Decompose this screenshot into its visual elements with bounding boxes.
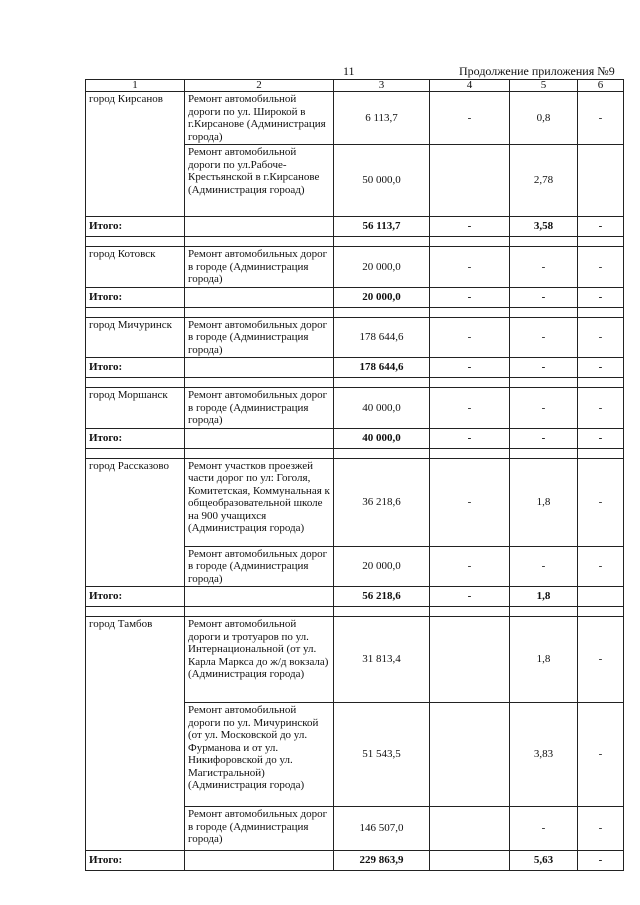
total-empty bbox=[185, 287, 334, 307]
road-repair-table bbox=[85, 79, 624, 871]
project-cell: Ремонт автомобильной дороги и тротуаров по ул. Интернациональной (от ул. Карла Маркса до ж/д вокзала) (Администрация города) bbox=[185, 617, 334, 703]
spacer-cell bbox=[430, 307, 510, 317]
total-amount: 20 000,0 bbox=[334, 287, 430, 307]
spacer-cell bbox=[578, 378, 624, 388]
spacer-cell bbox=[185, 448, 334, 458]
col4-cell bbox=[430, 145, 510, 217]
spacer-cell bbox=[334, 448, 430, 458]
total-col4 bbox=[430, 851, 510, 871]
total-col4: - bbox=[430, 287, 510, 307]
table-row bbox=[86, 388, 624, 429]
project-cell: Ремонт автомобильных дорог в городе (Администрация города) bbox=[185, 807, 334, 851]
total-row bbox=[86, 217, 624, 237]
total-col6: - bbox=[578, 217, 624, 237]
amount-cell: 20 000,0 bbox=[334, 247, 430, 288]
total-amount: 40 000,0 bbox=[334, 428, 430, 448]
total-col5: 5,63 bbox=[510, 851, 578, 871]
total-label: Итого: bbox=[86, 428, 185, 448]
spacer-cell bbox=[578, 448, 624, 458]
column-number-row bbox=[86, 80, 624, 92]
total-label: Итого: bbox=[86, 851, 185, 871]
total-amount: 56 218,6 bbox=[334, 587, 430, 607]
spacer-cell bbox=[185, 378, 334, 388]
col4-cell bbox=[430, 807, 510, 851]
col6-cell: - bbox=[578, 317, 624, 358]
col4-cell: - bbox=[430, 458, 510, 546]
total-col6 bbox=[578, 587, 624, 607]
col5-cell: 1,8 bbox=[510, 617, 578, 703]
col6-cell: - bbox=[578, 92, 624, 145]
total-empty bbox=[185, 358, 334, 378]
city-cell: город Моршанск bbox=[86, 388, 185, 429]
total-amount: 178 644,6 bbox=[334, 358, 430, 378]
project-cell: Ремонт участков проезжей части дорог по ул: Гоголя, Комитетская, Коммунальная к общеобразовательной школе на 900 учащихся (Администрация города) bbox=[185, 458, 334, 546]
total-col4: - bbox=[430, 217, 510, 237]
amount-cell: 6 113,7 bbox=[334, 92, 430, 145]
city-cell: город Котовск bbox=[86, 247, 185, 288]
spacer-cell bbox=[185, 307, 334, 317]
total-empty bbox=[185, 428, 334, 448]
block-spacer bbox=[86, 307, 624, 317]
total-col4: - bbox=[430, 428, 510, 448]
amount-cell: 178 644,6 bbox=[334, 317, 430, 358]
total-col6: - bbox=[578, 851, 624, 871]
city-cell: город Тамбов bbox=[86, 617, 185, 851]
spacer-cell bbox=[86, 237, 185, 247]
project-cell: Ремонт автомобильных дорог в городе (Администрация города) bbox=[185, 388, 334, 429]
spacer-cell bbox=[510, 237, 578, 247]
spacer-cell bbox=[334, 307, 430, 317]
total-col5: - bbox=[510, 287, 578, 307]
spacer-cell bbox=[430, 378, 510, 388]
amount-cell: 36 218,6 bbox=[334, 458, 430, 546]
table-body bbox=[86, 80, 624, 871]
total-empty bbox=[185, 587, 334, 607]
spacer-cell bbox=[334, 378, 430, 388]
col6-cell: - bbox=[578, 546, 624, 587]
total-label: Итого: bbox=[86, 358, 185, 378]
total-col4: - bbox=[430, 358, 510, 378]
project-cell: Ремонт автомобильных дорог в городе (Администрация города) bbox=[185, 247, 334, 288]
spacer-cell bbox=[578, 307, 624, 317]
spacer-cell bbox=[86, 307, 185, 317]
spacer-cell bbox=[334, 237, 430, 247]
table-row bbox=[86, 92, 624, 145]
col4-cell: - bbox=[430, 317, 510, 358]
spacer-cell bbox=[510, 378, 578, 388]
total-row bbox=[86, 287, 624, 307]
spacer-cell bbox=[510, 607, 578, 617]
project-cell: Ремонт автомобильных дорог в городе (Администрация города) bbox=[185, 546, 334, 587]
total-empty bbox=[185, 217, 334, 237]
project-cell: Ремонт автомобильной дороги по ул.Рабоче-Крестьянской в г.Кирсанове (Администрация гороад) bbox=[185, 145, 334, 217]
total-col6: - bbox=[578, 287, 624, 307]
total-label: Итого: bbox=[86, 587, 185, 607]
total-col5: 3,58 bbox=[510, 217, 578, 237]
col5-cell: 1,8 bbox=[510, 458, 578, 546]
page-number: 11 bbox=[343, 64, 355, 78]
table-row bbox=[86, 458, 624, 546]
total-col6: - bbox=[578, 428, 624, 448]
col5-cell: 3,83 bbox=[510, 703, 578, 807]
table-row bbox=[86, 317, 624, 358]
col5-cell: - bbox=[510, 247, 578, 288]
block-spacer bbox=[86, 448, 624, 458]
spacer-cell bbox=[185, 237, 334, 247]
column-number: 6 bbox=[578, 80, 624, 92]
table-row bbox=[86, 247, 624, 288]
total-label: Итого: bbox=[86, 217, 185, 237]
spacer-cell bbox=[86, 607, 185, 617]
total-amount: 56 113,7 bbox=[334, 217, 430, 237]
total-col5: - bbox=[510, 428, 578, 448]
amount-cell: 20 000,0 bbox=[334, 546, 430, 587]
col4-cell: - bbox=[430, 388, 510, 429]
table-row bbox=[86, 617, 624, 703]
project-cell: Ремонт автомобильной дороги по ул. Мичуринской (от ул. Московской до ул. Фурманова и от ул. Никифоровской до ул. Магистральной) (Администрация города) bbox=[185, 703, 334, 807]
total-row bbox=[86, 358, 624, 378]
total-empty bbox=[185, 851, 334, 871]
col6-cell: - bbox=[578, 617, 624, 703]
amount-cell: 40 000,0 bbox=[334, 388, 430, 429]
col5-cell: 0,8 bbox=[510, 92, 578, 145]
col5-cell: - bbox=[510, 388, 578, 429]
total-col5: 1,8 bbox=[510, 587, 578, 607]
total-row bbox=[86, 428, 624, 448]
col5-cell: - bbox=[510, 546, 578, 587]
column-number: 3 bbox=[334, 80, 430, 92]
col4-cell: - bbox=[430, 546, 510, 587]
col4-cell: - bbox=[430, 92, 510, 145]
col5-cell: - bbox=[510, 317, 578, 358]
block-spacer bbox=[86, 607, 624, 617]
total-row bbox=[86, 851, 624, 871]
col4-cell bbox=[430, 703, 510, 807]
column-number: 2 bbox=[185, 80, 334, 92]
city-cell: город Рассказово bbox=[86, 458, 185, 587]
project-cell: Ремонт автомобильных дорог в городе (Администрация города) bbox=[185, 317, 334, 358]
spacer-cell bbox=[430, 448, 510, 458]
spacer-cell bbox=[430, 607, 510, 617]
total-row bbox=[86, 587, 624, 607]
total-amount: 229 863,9 bbox=[334, 851, 430, 871]
col4-cell bbox=[430, 617, 510, 703]
col5-cell: - bbox=[510, 807, 578, 851]
total-col6: - bbox=[578, 358, 624, 378]
spacer-cell bbox=[510, 307, 578, 317]
spacer-cell bbox=[86, 378, 185, 388]
col6-cell: - bbox=[578, 458, 624, 546]
project-cell: Ремонт автомобильной дороги по ул. Широкой в г.Кирсанове (Администрация города) bbox=[185, 92, 334, 145]
amount-cell: 146 507,0 bbox=[334, 807, 430, 851]
col5-cell: 2,78 bbox=[510, 145, 578, 217]
spacer-cell bbox=[86, 448, 185, 458]
block-spacer bbox=[86, 237, 624, 247]
spacer-cell bbox=[578, 237, 624, 247]
column-number: 1 bbox=[86, 80, 185, 92]
total-col4: - bbox=[430, 587, 510, 607]
total-label: Итого: bbox=[86, 287, 185, 307]
spacer-cell bbox=[430, 237, 510, 247]
amount-cell: 51 543,5 bbox=[334, 703, 430, 807]
total-col5: - bbox=[510, 358, 578, 378]
spacer-cell bbox=[578, 607, 624, 617]
continuation-caption: Продолжение приложения №9 bbox=[459, 64, 615, 78]
column-number: 5 bbox=[510, 80, 578, 92]
city-cell: город Кирсанов bbox=[86, 92, 185, 217]
col6-cell: - bbox=[578, 247, 624, 288]
city-cell: город Мичуринск bbox=[86, 317, 185, 358]
col6-cell bbox=[578, 145, 624, 217]
block-spacer bbox=[86, 378, 624, 388]
spacer-cell bbox=[334, 607, 430, 617]
amount-cell: 50 000,0 bbox=[334, 145, 430, 217]
col4-cell: - bbox=[430, 247, 510, 288]
spacer-cell bbox=[185, 607, 334, 617]
column-number: 4 bbox=[430, 80, 510, 92]
col6-cell: - bbox=[578, 388, 624, 429]
col6-cell: - bbox=[578, 703, 624, 807]
col6-cell: - bbox=[578, 807, 624, 851]
spacer-cell bbox=[510, 448, 578, 458]
amount-cell: 31 813,4 bbox=[334, 617, 430, 703]
